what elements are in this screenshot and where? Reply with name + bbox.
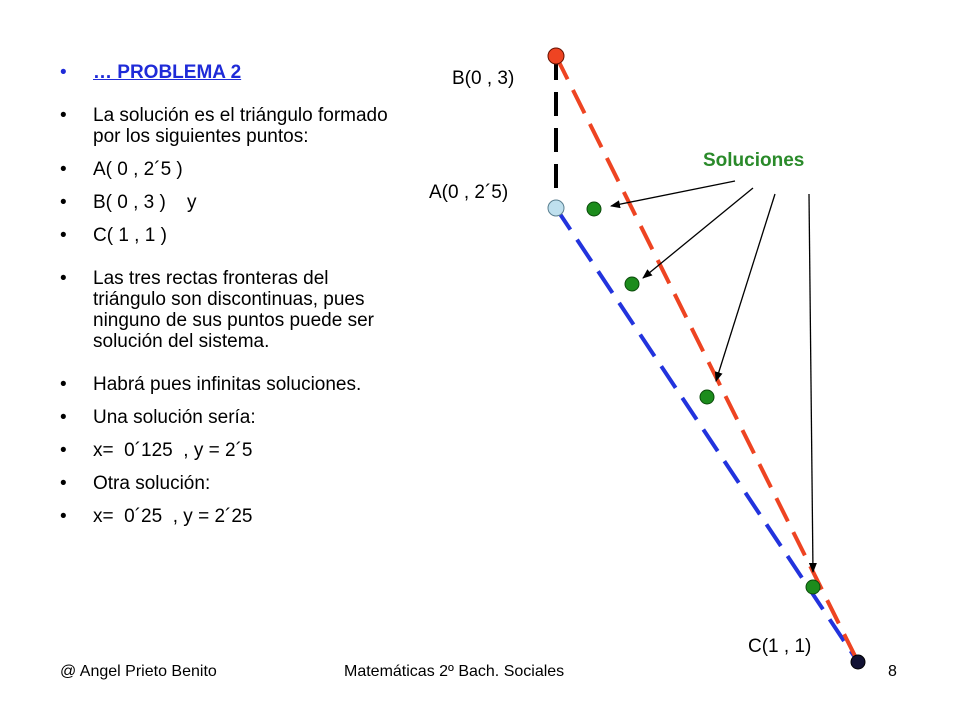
bullet-text: C( 1 , 1 ) (93, 225, 167, 246)
bullet-text: La solución es el triángulo formado por los siguientes puntos: (93, 105, 388, 147)
bullet-glyph: • (60, 440, 67, 461)
footer-author: @ Angel Prieto Benito (60, 663, 217, 680)
bullet-text: B( 0 , 3 ) y (93, 192, 197, 213)
bullet-text: Habrá pues infinitas soluciones. (93, 374, 362, 395)
bullet-text: x= 0´125 , y = 2´5 (93, 440, 253, 461)
arrow-to-solution-4 (809, 194, 813, 572)
footer-page-number: 8 (888, 663, 897, 680)
vertex-c-label: C(1 , 1) (748, 636, 812, 657)
vertex-b-point (548, 48, 564, 64)
bullet-text: A( 0 , 2´5 ) (93, 159, 183, 180)
vertex-b-label: B(0 , 3) (452, 68, 515, 89)
footer-course: Matemáticas 2º Bach. Sociales (344, 663, 565, 680)
solutions-label: Soluciones (703, 150, 805, 171)
bullet-glyph: • (60, 62, 67, 83)
problem-title-link[interactable]: … PROBLEMA 2 (93, 62, 242, 83)
bullet-glyph: • (60, 473, 67, 494)
solution-point (806, 580, 820, 594)
solution-point (587, 202, 601, 216)
bullet-glyph: • (60, 374, 67, 395)
bullet-glyph: • (60, 225, 67, 246)
bullet-text: Las tres rectas fronteras del triángulo son discontinuas, pues ninguno de sus puntos puede ser solución del sistema. (93, 268, 374, 352)
bullet-text: Otra solución: (93, 473, 211, 494)
arrow-to-solution-3 (716, 194, 775, 381)
bullet-glyph: • (60, 159, 67, 180)
bullet-text: x= 0´25 , y = 2´25 (93, 506, 253, 527)
solution-point (700, 390, 714, 404)
bullet-glyph: • (60, 506, 67, 527)
vertex-a-point (548, 200, 564, 216)
bullet-glyph: • (60, 192, 67, 213)
arrow-to-solution-2 (643, 188, 753, 278)
vertex-c-point (851, 655, 865, 669)
bullet-text: Una solución sería: (93, 407, 256, 428)
bullet-glyph: • (60, 105, 67, 126)
bullet-glyph: • (60, 268, 67, 289)
arrow-to-solution-1 (611, 181, 735, 206)
vertex-a-label: A(0 , 2´5) (429, 182, 509, 203)
solution-point (625, 277, 639, 291)
bullet-glyph: • (60, 407, 67, 428)
